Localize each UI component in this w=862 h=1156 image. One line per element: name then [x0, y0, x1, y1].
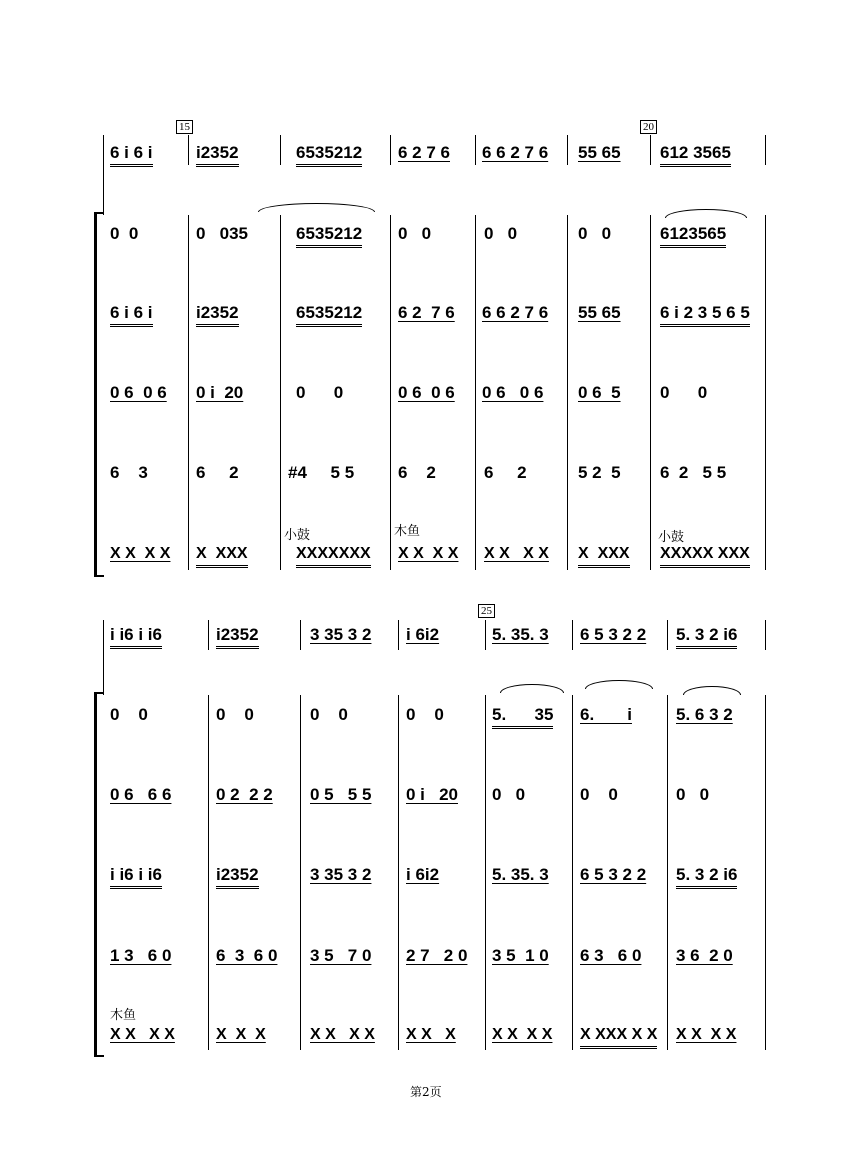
barline	[390, 215, 391, 570]
score-cell: X X X	[216, 1026, 266, 1043]
score-cell: 0 i 20	[406, 785, 458, 804]
score-cell: 5. 3 2 i6	[676, 625, 737, 649]
barline	[567, 215, 568, 570]
score-cell: X XXX	[196, 544, 248, 568]
score-cell: 0 6 0 6	[482, 383, 544, 402]
system-brace-line	[103, 135, 104, 215]
barline	[398, 620, 399, 650]
staff-bracket	[94, 212, 97, 577]
staff-bracket	[94, 692, 97, 1057]
barline	[765, 620, 766, 650]
score-cell: 0 0	[492, 785, 526, 804]
score-cell: 6 3 6 0	[216, 946, 278, 965]
staff-bracket-bottom	[94, 575, 104, 577]
score-cell: 5. 35. 3	[492, 865, 549, 884]
score-cell: X X X X	[676, 1026, 737, 1043]
score-cell: XXXXXXX	[296, 544, 371, 568]
score-cell: 0 0	[296, 383, 344, 402]
barline	[300, 695, 301, 1050]
score-cell: i 6i2	[406, 865, 440, 884]
barline	[300, 620, 301, 650]
staff-bracket-top	[94, 212, 104, 214]
measure-number: 20	[640, 120, 657, 134]
score-cell: 612 3565	[660, 143, 731, 167]
score-cell: 55 65	[578, 143, 621, 162]
staff-bracket-top	[94, 692, 104, 694]
score-cell: i 6i2	[406, 625, 440, 644]
score-cell: 6 i 6 i	[110, 143, 153, 167]
barline	[667, 620, 668, 650]
score-cell: 0 i 20	[196, 383, 244, 402]
score-cell: 6 2	[196, 463, 239, 482]
slur-mark	[258, 203, 375, 212]
score-cell: X XXX	[578, 544, 630, 568]
score-cell: 6 6 2 7 6	[482, 143, 549, 162]
barline	[475, 135, 476, 165]
score-cell: 3 35 3 2	[310, 625, 372, 644]
barline	[572, 695, 573, 1050]
system-brace-line	[103, 620, 104, 695]
barline	[765, 215, 766, 570]
score-cell: X X X X	[110, 545, 171, 562]
score-cell: 0 0	[406, 705, 444, 724]
score-cell: 6 2 7 6	[398, 303, 455, 322]
score-cell: 5. 3 2 i6	[676, 865, 737, 889]
slur-mark	[683, 686, 741, 695]
score-cell: 5. 35	[492, 705, 553, 729]
barline	[208, 620, 209, 650]
barline	[475, 215, 476, 570]
score-cell: 6 2	[398, 463, 436, 482]
score-cell: 0 0	[660, 383, 708, 402]
score-cell: X X X X	[310, 1026, 375, 1043]
staff-bracket-bottom	[94, 1055, 104, 1057]
score-cell: 6 i 2 3 5 6 5	[660, 303, 750, 327]
instrument-label: 木鱼	[394, 524, 421, 539]
score-cell: 3 5 7 0	[310, 946, 372, 965]
barline	[208, 695, 209, 1050]
score-cell: 2 7 2 0	[406, 946, 468, 965]
score-cell: 6 6 2 7 6	[482, 303, 549, 322]
score-cell: 6123565	[660, 224, 726, 248]
score-cell: 6 i 6 i	[110, 303, 153, 327]
barline	[188, 215, 189, 570]
score-cell: 0 0	[310, 705, 348, 724]
score-cell: X X X	[406, 1026, 456, 1043]
barline	[567, 135, 568, 165]
instrument-label: 木鱼	[110, 1008, 137, 1023]
barline	[667, 695, 668, 1050]
score-cell: XXXXX XXX	[660, 544, 750, 568]
barline	[485, 620, 486, 650]
instrument-label: 小鼓	[658, 530, 685, 545]
score-cell: 6535212	[296, 303, 362, 327]
score-cell: 6 3 6 0	[580, 946, 642, 965]
barline	[188, 135, 189, 165]
score-cell: 0 0	[580, 785, 618, 804]
barline	[398, 695, 399, 1050]
score-cell: i2352	[216, 625, 259, 649]
score-cell: 0 035	[196, 224, 248, 243]
score-cell: 0 0	[578, 224, 612, 243]
score-cell: 5 2 5	[578, 463, 621, 482]
score-cell: 0 0	[110, 224, 139, 243]
score-cell: 6 2 5 5	[660, 463, 727, 482]
score-cell: 6 5 3 2 2	[580, 865, 647, 884]
score-cell: X XXX X X	[580, 1025, 657, 1049]
score-cell: #4 5 5	[288, 463, 355, 482]
barline	[765, 135, 766, 165]
barline	[572, 620, 573, 650]
score-cell: 6 3	[110, 463, 148, 482]
score-cell: 0 6 5	[578, 383, 621, 402]
score-cell: 6 2 7 6	[398, 143, 450, 162]
barline	[280, 215, 281, 570]
score-cell: 0 5 5 5	[310, 785, 372, 804]
barline	[485, 695, 486, 1050]
slur-mark	[500, 684, 564, 693]
score-cell: 0 0	[484, 224, 518, 243]
score-cell: 6535212	[296, 224, 362, 248]
barline	[280, 135, 281, 165]
score-cell: 6 5 3 2 2	[580, 625, 647, 644]
score-cell: 6. i	[580, 705, 632, 724]
slur-mark	[665, 209, 747, 218]
score-cell: 5. 6 3 2	[676, 705, 733, 724]
score-cell: 0 0	[216, 705, 254, 724]
score-cell: X X X X	[110, 1026, 175, 1043]
score-cell: 6535212	[296, 143, 362, 167]
score-cell: i2352	[196, 143, 239, 167]
score-cell: 0 0	[398, 224, 432, 243]
barline	[390, 135, 391, 165]
score-cell: 55 65	[578, 303, 621, 322]
barline	[650, 215, 651, 570]
score-cell: 0 6 0 6	[110, 383, 167, 402]
measure-number: 15	[176, 120, 193, 134]
score-cell: 0 6 0 6	[398, 383, 455, 402]
score-cell: i2352	[196, 303, 239, 327]
measure-number: 25	[478, 604, 495, 618]
instrument-label: 小鼓	[284, 528, 311, 543]
score-cell: i i6 i i6	[110, 625, 162, 649]
score-cell: X X X X	[398, 545, 459, 562]
score-cell: 5. 35. 3	[492, 625, 549, 644]
score-cell: 0 2 2 2	[216, 785, 273, 804]
score-cell: 3 6 2 0	[676, 946, 733, 965]
score-cell: 3 35 3 2	[310, 865, 372, 884]
score-cell: 6 2	[484, 463, 527, 482]
score-cell: X X X X	[492, 1026, 553, 1043]
score-cell: 0 6 6 6	[110, 785, 172, 804]
score-cell: 0 0	[110, 705, 148, 724]
score-cell: 0 0	[676, 785, 710, 804]
barline	[650, 135, 651, 165]
slur-mark	[585, 680, 653, 689]
score-cell: i2352	[216, 865, 259, 889]
score-cell: X X X X	[484, 545, 549, 562]
score-cell: 1 3 6 0	[110, 946, 172, 965]
page-number: 第2页	[410, 1085, 442, 1099]
score-cell: 3 5 1 0	[492, 946, 549, 965]
barline	[765, 695, 766, 1050]
score-cell: i i6 i i6	[110, 865, 162, 889]
